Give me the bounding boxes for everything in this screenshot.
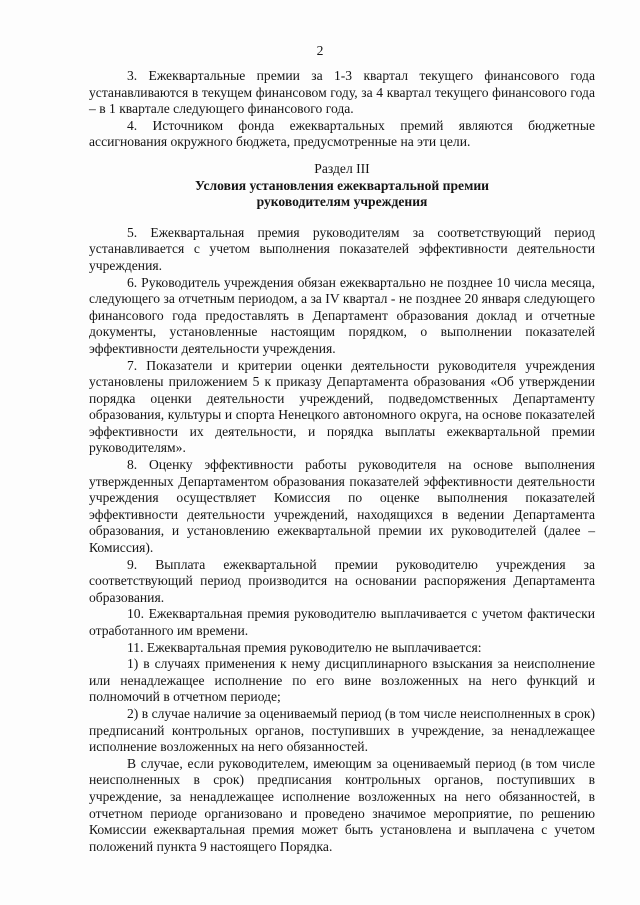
paragraph-11: 11. Ежеквартальная премия руководителю не выплачивается: [127, 639, 482, 655]
paragraph-11-item-2: 2) в случае наличие за оцениваемый период (в том числе неисполненных в срок) предписаний контрольных органов, поступивших в учреждение, за ненадлежащее исполнение возложенных на него обязанностей. [89, 705, 595, 755]
paragraph-9: 9. Выплата ежеквартальной премии руководителю учреждения за соответствующий период производится на основании распоряжения Департамента образования. [89, 556, 595, 605]
page-number: 2 [316, 43, 324, 58]
paragraph-8: 8. Оценку эффективности работы руководителя на основе выполнения утвержденных Департаментом образования показателей эффективности деятельности учреждения осуществляет Комиссия по оценке выполнения показателей эффективности деятельности учреждений, находящихся в ведении Департамента образования, и установлению ежеквартальной премии их руководителей (далее – Комиссия). [89, 457, 595, 556]
paragraph-10: 10. Ежеквартальная премия руководителю выплачивается с учетом фактически отработанного им времени. [89, 606, 595, 638]
paragraph-5: 5. Ежеквартальная премия руководителям за соответствующий период устанавливается с учетом выполнения показателей эффективности деятельности учреждения. [89, 224, 595, 273]
paragraph-exception: В случае, если руководителем, имеющим за оцениваемый период (в том числе неисполненных в срок) предписания контрольных органов, поступивших в учреждение, за ненадлежащее исполнение возложенных на него обязанностей, в отчетном периоде организовано и проведено значимое мероприятие, по решению Комиссии ежеквартальная премия может быть установлена и выплачена с учетом положений пункта 9 настоящего Порядка. [89, 755, 595, 854]
document-body [89, 68, 595, 855]
section-label: Раздел III [314, 160, 370, 176]
paragraph-11-item-1: 1) в случаях применения к нему дисциплинарного взыскания за неисполнение или ненадлежащее исполнение по его вине возложенных на него функций и полномочий в отчетном периоде; [89, 656, 595, 705]
section-title-line-1: Условия установления ежеквартальной премии [194, 177, 490, 193]
paragraph-6: 6. Руководитель учреждения обязан ежеквартально не позднее 10 числа месяца, следующего за отчетным периодом, а за IV квартал - не позднее 20 января следующего финансового года предоставлять в Департамент образования доклад и отчетные документы, установленные настоящим порядком, о выполнении показателей эффективности деятельности учреждения. [89, 274, 595, 356]
paragraph-3: 3. Ежеквартальные премии за 1-3 квартал текущего финансового года устанавливаются в текущем финансовом году, за 4 квартал текущего финансового года – в 1 квартале следующего финансового года. [89, 68, 595, 117]
section-title-line-2: руководителям учреждения [256, 194, 428, 210]
paragraph-7: 7. Показатели и критерии оценки деятельности руководителя учреждения установлены приложением 5 к приказу Департамента образования «Об утверждении порядка оценки деятельности учреждений, подведомственных Департаменту образования, культуры и спорта Ненецкого автономного округа, на основе показателей эффективности их деятельности, и порядка выплаты ежеквартальной премии руководителям». [89, 357, 595, 456]
paragraph-4: 4. Источником фонда ежеквартальных премий являются бюджетные ассигнования окружного бюджета, предусмотренные на эти цели. [89, 117, 595, 150]
